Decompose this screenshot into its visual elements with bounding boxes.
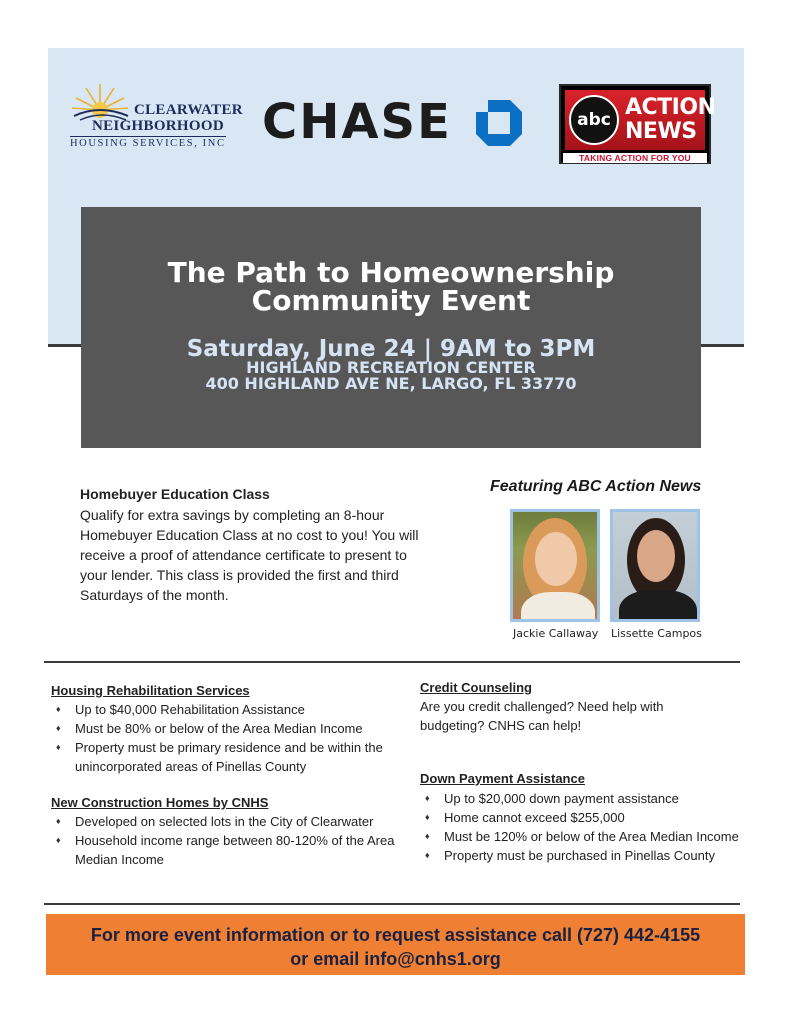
list-item: ♦ Household income range between 80-120% of the Area Median Income: [51, 831, 411, 869]
cnhs-name-line1: CLEARWATER: [134, 102, 243, 118]
list-item: ♦ Must be 80% or below of the Area Median Income: [51, 719, 411, 738]
cnhs-logo: [70, 80, 250, 150]
education-body: [80, 505, 470, 605]
event-address: 400 HIGHLAND AVE NE, LARGO, FL 33770: [205, 374, 577, 393]
footer-phone-line: For more event information or to request assistance call (727) 442-4155: [90, 925, 701, 945]
education-line: Saturdays of the month.: [80, 587, 229, 603]
photo-jackie-callaway: [510, 509, 600, 622]
abc-circle-icon: abc: [569, 95, 619, 145]
sun-logo-icon: [70, 80, 130, 122]
shirt-shape: [521, 592, 595, 622]
event-title: [81, 256, 701, 317]
caption-jackie-callaway: Jackie Callaway: [513, 627, 599, 640]
education-line: receive a proof of attendance certificate to present to: [80, 547, 407, 563]
footer-divider: [44, 903, 740, 905]
contact-footer: [46, 914, 745, 975]
list-item: ♦ Must be 120% or below of the Area Median Income: [420, 827, 745, 846]
event-date-time: Saturday, June 24 | 9AM to 3PM: [186, 336, 596, 362]
caption-lissette-campos: Lissette Campos: [611, 627, 702, 640]
education-heading: Homebuyer Education Class: [80, 486, 270, 502]
list-item: ♦ Up to $40,000 Rehabilitation Assistance: [51, 700, 411, 719]
list-item: ♦ Developed on selected lots in the City of Clearwater: [51, 812, 411, 831]
abc-line1: ACTION: [625, 95, 716, 120]
rehab-list: [51, 700, 411, 776]
rehab-heading: Housing Rehabilitation Services: [51, 683, 250, 698]
list-item: ♦ Up to $20,000 down payment assistance: [420, 789, 745, 808]
cnhs-name-line3: HOUSING SERVICES, INC: [70, 138, 226, 149]
footer-email-line: or email info@cnhs1.org: [290, 949, 501, 969]
down-payment-heading: Down Payment Assistance: [420, 771, 585, 786]
face-shape: [535, 532, 577, 586]
abc-action-news-logo: [559, 84, 716, 164]
education-line: Homebuyer Education Class at no cost to you! You will: [80, 527, 419, 543]
chase-logo: [262, 96, 527, 148]
credit-heading: Credit Counseling: [420, 680, 532, 695]
event-title-line1: The Path to Homeownership: [167, 256, 615, 289]
list-item: ♦ Property must be primary residence and be within the unincorporated areas of Pinellas County: [51, 738, 411, 776]
abc-tagline: TAKING ACTION FOR YOU: [563, 153, 707, 163]
abc-action-text: [625, 96, 715, 144]
chase-wordmark: CHASE: [262, 94, 452, 150]
list-item: ♦ Home cannot exceed $255,000: [420, 808, 745, 827]
new-construction-heading: New Construction Homes by CNHS: [51, 795, 269, 810]
education-line: your lender. This class is provided the first and third: [80, 567, 399, 583]
education-line: Qualify for extra savings by completing an 8-hour: [80, 507, 385, 523]
event-title-box: [81, 207, 701, 448]
new-construction-list: [51, 812, 411, 869]
down-payment-list: [420, 789, 745, 865]
featuring-heading: Featuring ABC Action News: [490, 478, 702, 495]
cnhs-name-line2: NEIGHBORHOOD: [92, 118, 224, 134]
list-item: ♦ Property must be purchased in Pinellas County: [420, 846, 745, 865]
face-shape: [637, 530, 675, 582]
chase-octagon-icon: [474, 98, 524, 148]
credit-text: Are you credit challenged? Need help with budgeting? CNHS can help!: [420, 699, 664, 733]
event-title-line2: Community Event: [251, 284, 531, 317]
section-divider: [44, 661, 740, 663]
abc-line2: NEWS: [625, 119, 697, 144]
event-venue: HIGHLAND RECREATION CENTER: [246, 358, 536, 377]
jacket-shape: [619, 590, 697, 622]
photo-lissette-campos: [610, 509, 700, 622]
abc-logo-red-panel: [565, 90, 716, 150]
